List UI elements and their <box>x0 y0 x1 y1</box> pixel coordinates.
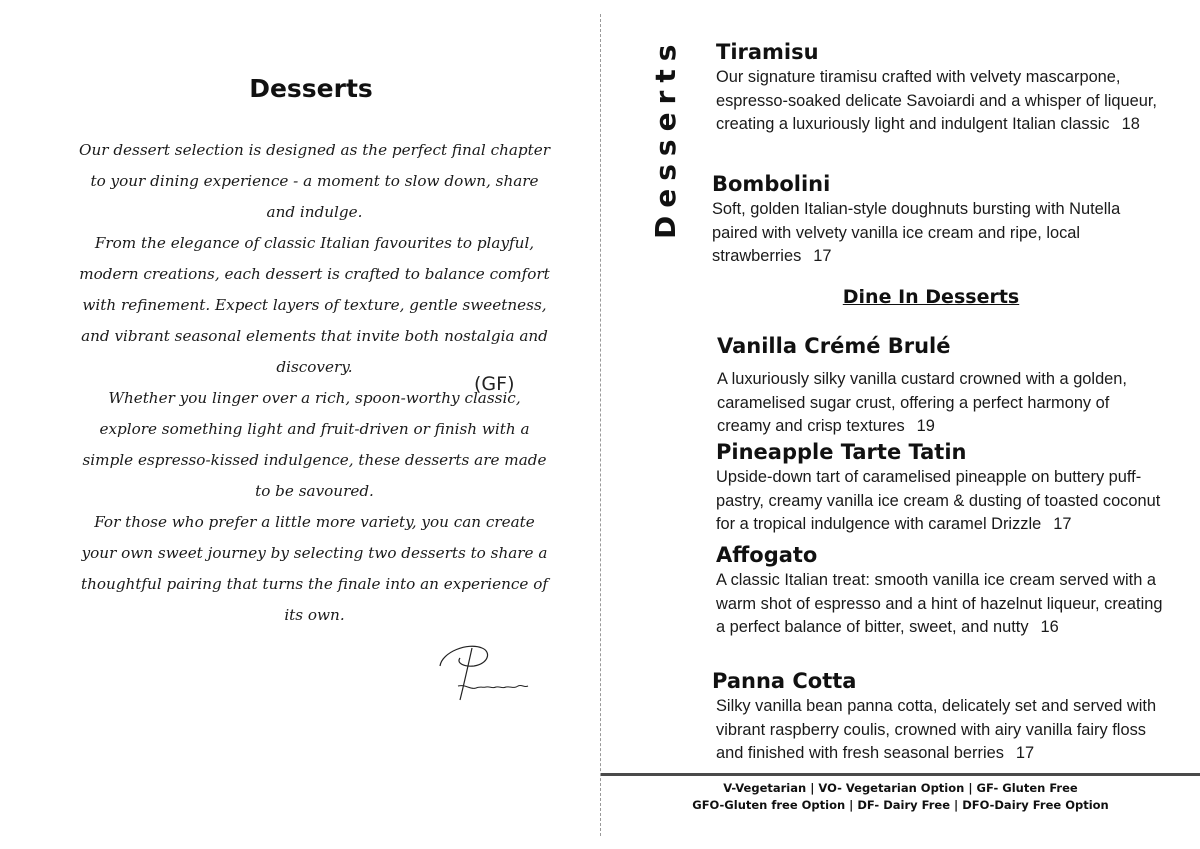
menu-item-bombolini <box>712 170 1162 269</box>
item-name: Vanilla Crémé Brulé <box>717 334 951 358</box>
item-description: Silky vanilla bean panna cotta, delicately set and served with vibrant raspberry coulis, crowned with airy vanilla fairy floss and finished with fresh seasonal berries 17 <box>716 697 1157 762</box>
dietary-legend-line-1: V-Vegetarian | VO- Vegetarian Option | GF- Gluten Free <box>723 781 1078 795</box>
item-description: Upside-down tart of caramelised pineapple on buttery puff-pastry, creamy vanilla ice cream & dusting of toasted coconut for a tropical indulgence with caramel Drizzle 17 <box>716 468 1161 533</box>
item-name: Pineapple Tarte Tatin <box>716 440 967 464</box>
intro-paragraph: For those who prefer a little more variety, you can create your own sweet journey by selecting two desserts to share a thoughtful pairing that turns the finale into an experience of its own. <box>81 513 548 624</box>
menu-item-panna-cotta <box>712 667 1162 766</box>
menu-item-creme-brule <box>717 332 1167 439</box>
dietary-legend-line-2: GFO-Gluten free Option | DF- Dairy Free | DFO-Dairy Free Option <box>692 798 1109 812</box>
item-name: Affogato <box>716 543 818 567</box>
item-price: 17 <box>1053 515 1072 533</box>
menu-item-tiramisu <box>716 38 1166 137</box>
item-price: 17 <box>1015 744 1035 762</box>
item-name: Tiramisu <box>716 40 819 64</box>
intro-paragraph: From the elegance of classic Italian favourites to playful, modern creations, each dessert is crafted to balance comfort with refinement. Expect layers of texture, gentle sweetness, and vibrant seasonal elements that invite both nostalgia and discovery. <box>79 234 550 376</box>
menu-item-pineapple-tarte-tatin <box>716 438 1171 537</box>
menu-item-affogato <box>716 541 1166 640</box>
item-price: 18 <box>1121 115 1140 133</box>
item-price: 19 <box>916 417 935 435</box>
intro-paragraph: Whether you linger over a rich, spoon-worthy classic, explore something light and fruit-driven or finish with a simple espresso-kissed indulgence, these desserts are made to be savoured. <box>82 389 547 500</box>
item-description: A luxuriously silky vanilla custard crowned with a golden, caramelised sugar crust, offering a perfect harmony of creamy and crisp textures 19 <box>717 370 1127 435</box>
item-description: Our signature tiramisu crafted with velvety mascarpone, espresso-soaked delicate Savoiardi and a whisper of liqueur, creating a luxuriously light and indulgent Italian classic 18 <box>716 68 1157 133</box>
dine-in-heading: Dine In Desserts <box>842 286 1020 308</box>
vertical-title: Desserts <box>649 36 682 239</box>
page-divider <box>600 14 601 836</box>
item-description: Soft, golden Italian-style doughnuts bursting with Nutella paired with velvety vanilla ice cream and ripe, local strawberries 17 <box>712 200 1121 265</box>
item-name: Bombolini <box>712 172 831 196</box>
footer-rule <box>601 773 1200 776</box>
left-page-title: Desserts <box>249 74 373 103</box>
item-description: A classic Italian treat: smooth vanilla ice cream served with a warm shot of espresso and a hint of hazelnut liqueur, creating a perfect balance of bitter, sweet, and nutty 16 <box>716 571 1163 636</box>
item-price: 17 <box>813 247 832 265</box>
gf-tag: (GF) <box>474 373 515 395</box>
intro-paragraph: Our dessert selection is designed as the perfect final chapter to your dining experience - a moment to slow down, share and indulge. <box>79 141 550 221</box>
signature-image <box>432 636 532 708</box>
item-price: 16 <box>1040 618 1059 636</box>
item-name: Panna Cotta <box>712 669 857 693</box>
